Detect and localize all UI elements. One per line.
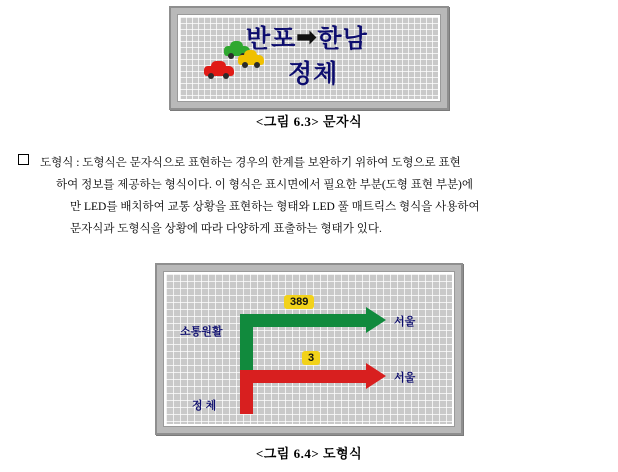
green-route-destination-label: 서울 <box>394 316 416 328</box>
green-route-status-label: 소통원활 <box>180 326 223 338</box>
vms-text-sign-panel <box>178 15 440 101</box>
figure-6-4 <box>0 263 618 440</box>
paragraph-block <box>18 152 602 240</box>
vms-line1 <box>246 23 368 54</box>
vms-graphic-sign-frame <box>155 263 463 435</box>
vms-origin-label: 반포 <box>246 25 297 53</box>
figure-6-4-caption: <그림 6.4> 도형식 <box>255 446 363 461</box>
red-route-destination-label: 서울 <box>394 372 416 384</box>
green-route-horizontal <box>240 314 370 327</box>
paragraph-line-3: 만 LED를 배치하여 교통 상황을 표현하는 형태와 LED 풀 매트릭스 형식을 사용하여 <box>70 201 480 213</box>
vms-graphic-sign-panel <box>164 272 454 426</box>
green-route-arrowhead-icon <box>366 307 386 333</box>
paragraph-line-4: 문자식과 도형식을 상황에 따라 다양하게 표출하는 형태가 있다. <box>70 223 382 235</box>
paragraph-line-1: 도형식 : 도형식은 문자식으로 표현하는 경우의 한계를 보완하기 위하여 도형으로 표현 <box>40 157 461 169</box>
red-car-icon <box>204 61 234 78</box>
figure-6-3-caption: <그림 6.3> 문자식 <box>255 114 363 129</box>
figure-6-3 <box>0 6 618 115</box>
vms-destination-label: 한남 <box>317 25 368 53</box>
red-route-status-label: 정 체 <box>192 400 217 412</box>
green-route-badge: 389 <box>284 295 314 309</box>
right-arrow-icon: ➡ <box>296 24 318 51</box>
red-route-arrowhead-icon <box>366 363 386 389</box>
square-bullet-icon <box>18 154 29 165</box>
paragraph-line-2: 하여 정보를 제공하는 형식이다. 이 형식은 표시면에서 필요한 부분(도형 표현 부분)에 <box>56 179 473 191</box>
red-route-badge: 3 <box>302 351 320 365</box>
vms-text-sign-frame <box>169 6 449 110</box>
vms-line2-status: 정체 <box>288 60 339 88</box>
paragraph-text <box>40 152 602 240</box>
red-route-horizontal <box>240 370 370 383</box>
